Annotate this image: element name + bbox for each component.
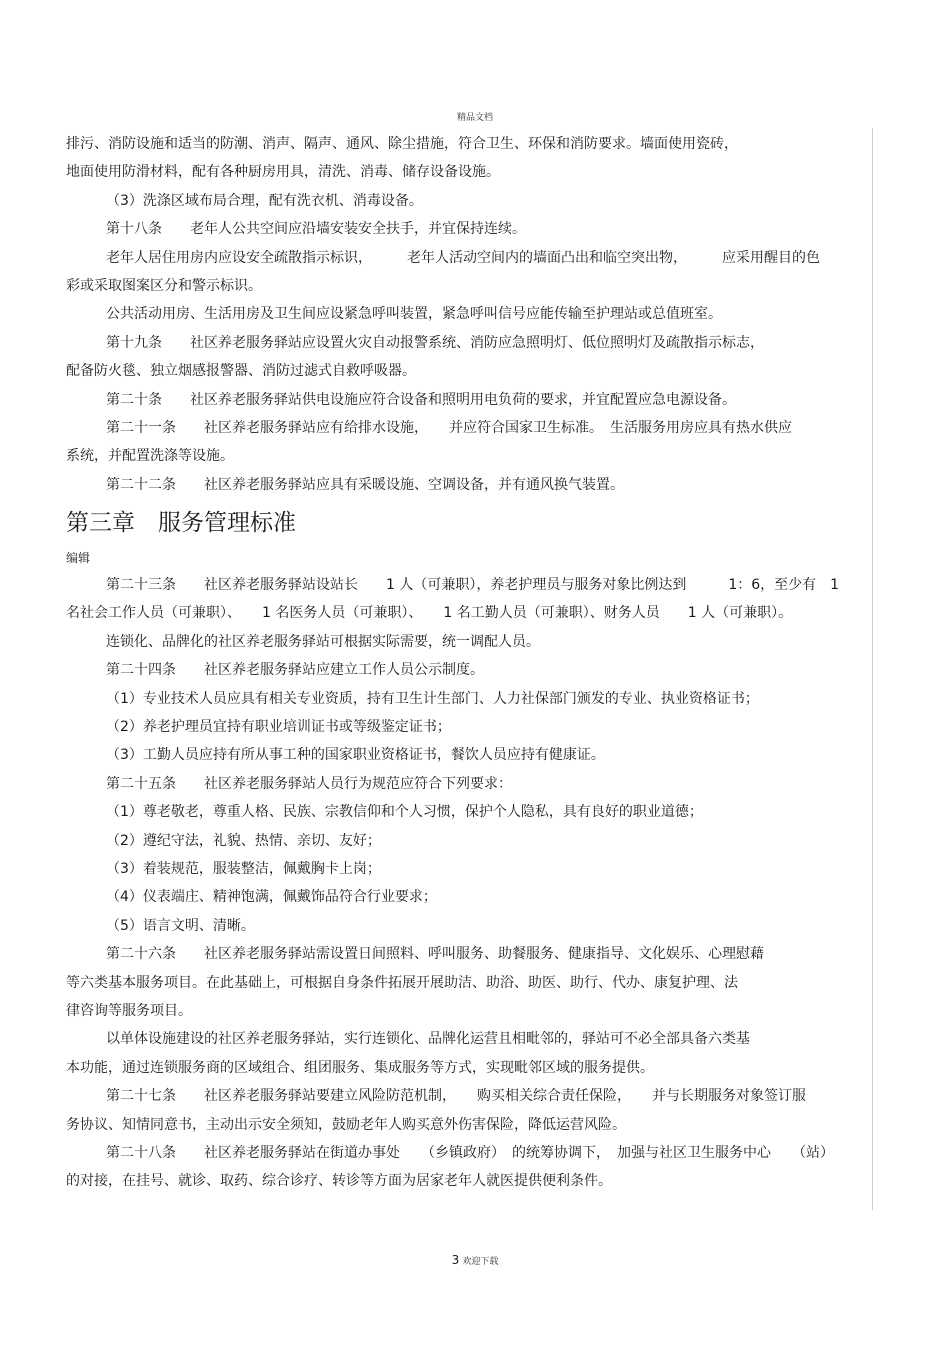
text-line: 第十八条 老年人公共空间应沿墙安装安全扶手，并宜保持连续。 bbox=[106, 221, 526, 238]
text-line: 第二十七条 社区养老服务驿站要建立风险防范机制， 购买相关综合责任保险， 并与长期服务对象签订服 bbox=[106, 1088, 806, 1105]
page-footer bbox=[0, 1249, 950, 1268]
text-line: 排污、消防设施和适当的防潮、消声、隔声、通风、除尘措施，符合卫生、环保和消防要求。墙面使用瓷砖， bbox=[66, 136, 738, 152]
text-line: 第二十四条 社区养老服务驿站应建立工作人员公示制度。 bbox=[106, 662, 484, 679]
text-line: 第二十五条 社区养老服务驿站人员行为规范应符合下列要求： bbox=[106, 775, 512, 792]
text-line: 第二十条 社区养老服务驿站供电设施应符合设备和照明用电负荷的要求，并宜配置应急电源设备。 bbox=[106, 391, 736, 408]
text-line: 第二十一条 社区养老服务驿站应有给排水设施， 并应符合国家卫生标准。 生活服务用房应具有热水供应 bbox=[106, 419, 792, 436]
text-line: 系统，并配置洗涤等设施。 bbox=[66, 448, 234, 465]
text-line: （5）语言文明、清晰。 bbox=[106, 917, 255, 934]
text-line: 第十九条 社区养老服务驿站应设置火灾自动报警系统、消防应急照明灯、低位照明灯及疏散指示标志， bbox=[106, 334, 764, 351]
text-line: 的对接，在挂号、就诊、取药、综合诊疗、转诊等方面为居家老年人就医提供便利条件。 bbox=[66, 1173, 612, 1190]
text-line: 彩或采取图案区分和警示标识。 bbox=[66, 277, 262, 294]
footer-text: 欢迎下载 bbox=[462, 1257, 499, 1267]
text-line: （2）遵纪守法，礼貌、热情、亲切、友好； bbox=[106, 832, 381, 849]
text-line: 配备防火毯、独立烟感报警器、消防过滤式自救呼吸器。 bbox=[66, 363, 416, 380]
chapter-heading: 第三章 服务管理标准 bbox=[66, 510, 296, 537]
text-line: 公共活动用房、生活用房及卫生间应设紧急呼叫装置，紧急呼叫信号应能传输至护理站或总值班室。 bbox=[106, 306, 722, 323]
text-line: （2）养老护理员宜持有职业培训证书或等级鉴定证书； bbox=[106, 719, 451, 736]
text-line: 第二十二条 社区养老服务驿站应具有采暖设施、空调设备，并有通风换气装置。 bbox=[106, 476, 624, 493]
text-line: 连锁化、品牌化的社区养老服务驿站可根据实际需要，统一调配人员。 bbox=[106, 633, 540, 650]
text-line: （3）着装规范，服装整洁，佩戴胸卡上岗； bbox=[106, 860, 381, 877]
text-line: 务协议、知情同意书，主动出示安全须知，鼓励老年人购买意外伤害保险，降低运营风险。 bbox=[66, 1116, 626, 1133]
text-line: （3）洗涤区域布局合理，配有洗衣机、消毒设备。 bbox=[106, 192, 423, 209]
text-line: 以单体设施建设的社区养老服务驿站，实行连锁化、品牌化运营且相毗邻的，驿站可不必全部具备六类基 bbox=[106, 1031, 750, 1048]
text-line: （1）专业技术人员应具有相关专业资质，持有卫生计生部门、人力社保部门颁发的专业、执业资格证书； bbox=[106, 690, 759, 707]
text-line: 第二十三条 社区养老服务驿站设站长 1 人（可兼职），养老护理员与服务对象比例达到 1：6，至少有 1 bbox=[106, 577, 840, 594]
section-paragraphs-a bbox=[66, 130, 876, 499]
text-line: 地面使用防滑材料，配有各种厨房用具，清洗、消毒、储存设备设施。 bbox=[66, 164, 500, 181]
text-line: 老年人居住用房内应设安全疏散指示标识， 老年人活动空间内的墙面凸出和临空突出物， 应采用醒目的色 bbox=[106, 249, 820, 266]
edit-label: 编辑 bbox=[66, 551, 91, 566]
page-number: 3 bbox=[451, 1253, 460, 1267]
page-header: 精品文档 bbox=[456, 113, 493, 123]
text-line: 本功能，通过连锁服务商的区域组合、组团服务、集成服务等方式，实现毗邻区域的服务提供。 bbox=[66, 1059, 654, 1076]
document-body bbox=[66, 130, 876, 1196]
text-line: 第二十八条 社区养老服务驿站在街道办事处 （乡镇政府） 的统筹协调下， 加强与社区卫生服务中心 （站） bbox=[106, 1144, 834, 1161]
section-paragraphs-b bbox=[66, 571, 876, 1196]
text-line: （3）工勤人员应持有所从事工种的国家职业资格证书，餐饮人员应持有健康证。 bbox=[106, 747, 605, 764]
text-line: （1）尊老敬老，尊重人格、民族、宗教信仰和个人习惯，保护个人隐私，具有良好的职业道德； bbox=[106, 804, 703, 821]
text-line: 名社会工作人员（可兼职）、 1 名医务人员（可兼职）、 1 名工勤人员（可兼职）、财务人员 1 人（可兼职）。 bbox=[66, 605, 793, 622]
text-line: 律咨询等服务项目。 bbox=[66, 1002, 192, 1019]
text-line: 第二十六条 社区养老服务驿站需设置日间照料、呼叫服务、助餐服务、健康指导、文化娱乐、心理慰藉 bbox=[106, 946, 764, 963]
text-line: （4）仪表端庄、精神饱满，佩戴饰品符合行业要求； bbox=[106, 889, 437, 906]
text-line: 等六类基本服务项目。在此基础上，可根据自身条件拓展开展助洁、助浴、助医、助行、代办、康复护理、法 bbox=[66, 974, 738, 991]
